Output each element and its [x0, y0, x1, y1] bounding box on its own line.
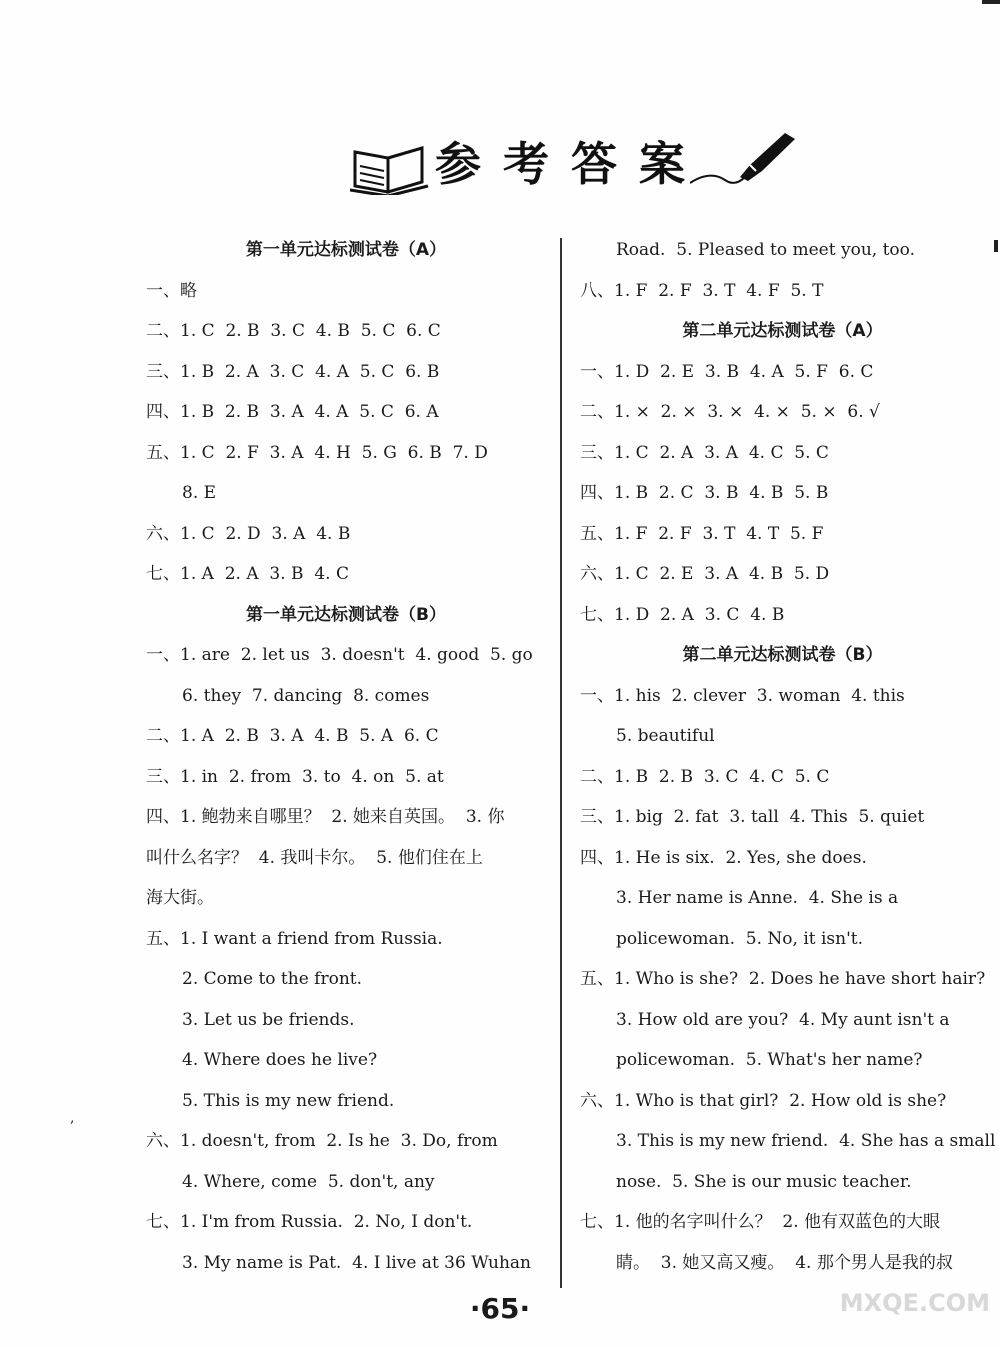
answer-line	[146, 392, 546, 433]
answer-continuation: 3. Let us be friends.	[182, 1009, 355, 1030]
stray-mark: ,	[70, 1110, 75, 1126]
answer-line	[146, 554, 546, 595]
question-number-label: 七、	[580, 604, 614, 625]
answer-line	[146, 311, 546, 352]
answer-line	[580, 676, 985, 717]
answer-text: 1. B 2. B 3. A 4. A 5. C 6. A	[180, 402, 439, 422]
question-number-label: 六、	[580, 564, 614, 584]
answer-line	[580, 757, 985, 798]
answer-text: 1. Who is she? 2. Does he have short hair?	[614, 969, 986, 989]
answer-text: 1. doesn't, from 2. Is he 3. Do, from	[180, 1131, 498, 1151]
answer-line	[580, 959, 985, 1000]
answer-text: 1. 他的名字叫什么？ 2. 他有双蓝色的大眼	[614, 1212, 941, 1232]
question-number-label: 八、	[580, 280, 614, 301]
answer-text: 1. F 2. F 3. T 4. F 5. T	[614, 280, 824, 301]
question-number-label: 二、	[580, 766, 614, 787]
answer-text: 1. F 2. F 3. T 4. T 5. F	[614, 523, 824, 544]
answer-line	[146, 433, 546, 474]
answer-continuation: policewoman. 5. No, it isn't.	[616, 928, 864, 949]
column-divider	[560, 238, 562, 1288]
answer-line	[580, 1202, 985, 1243]
question-number-label: 一、	[580, 361, 614, 382]
question-number-label: 三、	[146, 766, 180, 787]
left-answer-column	[146, 230, 546, 1283]
answer-continuation: 3. Her name is Anne. 4. She is a	[616, 888, 899, 908]
answer-continuation: nose. 5. She is our music teacher.	[616, 1171, 912, 1192]
answer-text: 1. are 2. let us 3. doesn't 4. good 5. go	[180, 645, 533, 665]
question-number-label: 五、	[146, 442, 180, 463]
answer-text: 1. I want a friend from Russia.	[180, 928, 443, 949]
answer-line	[580, 473, 985, 514]
answer-line	[580, 433, 985, 474]
answer-continuation: 4. Where does he live?	[182, 1050, 378, 1070]
question-number-label: 四、	[146, 807, 180, 827]
answer-continuation: 海大街。	[146, 888, 214, 908]
question-number-label: 四、	[580, 483, 614, 503]
answer-continuation: 5. beautiful	[616, 726, 715, 746]
answer-continuation: 睛。 3. 她又高又瘦。 4. 那个男人是我的叔	[616, 1252, 953, 1273]
question-number-label: 六、	[146, 1131, 180, 1151]
section-heading: 第一单元达标测试卷（B）	[246, 604, 446, 625]
answer-text: 1. in 2. from 3. to 4. on 5. at	[180, 766, 444, 787]
answer-continuation: policewoman. 5. What's her name?	[616, 1050, 923, 1070]
question-number-label: 五、	[580, 523, 614, 544]
question-number-label: 七、	[146, 564, 180, 584]
question-number-label: 三、	[580, 807, 614, 827]
question-number-label: 一、	[146, 280, 180, 301]
answer-line	[580, 797, 985, 838]
answer-text: 1. B 2. B 3. C 4. C 5. C	[614, 766, 830, 787]
question-number-label: 五、	[146, 928, 180, 949]
answer-line	[580, 352, 985, 393]
answer-text: 1. big 2. fat 3. tall 4. This 5. quiet	[614, 807, 925, 827]
answer-continuation: 6. they 7. dancing 8. comes	[182, 685, 430, 706]
answer-text: 1. Who is that girl? 2. How old is she?	[614, 1090, 947, 1111]
answer-line	[580, 1081, 985, 1122]
answer-continuation: 4. Where, come 5. don't, any	[182, 1171, 435, 1192]
answer-line	[146, 352, 546, 393]
answer-line	[146, 514, 546, 555]
page-number: ·65·	[469, 1292, 531, 1325]
question-number-label: 七、	[580, 1212, 614, 1232]
question-number-label: 二、	[146, 726, 180, 746]
question-number-label: 六、	[580, 1090, 614, 1111]
answer-text: 1. B 2. A 3. C 4. A 5. C 6. B	[180, 361, 440, 382]
answer-line	[146, 1121, 546, 1162]
answer-text: 1. C 2. A 3. A 4. C 5. C	[614, 442, 829, 463]
answer-line	[146, 757, 546, 798]
answer-continuation: 3. How old are you? 4. My aunt isn't a	[616, 1009, 950, 1030]
right-answer-column	[580, 230, 996, 1283]
answer-text: 1. D 2. A 3. C 4. B	[614, 604, 785, 625]
answer-text: 1. A 2. B 3. A 4. B 5. A 6. C	[180, 726, 439, 746]
answer-continuation: 5. This is my new friend.	[182, 1090, 395, 1111]
question-number-label: 一、	[580, 685, 614, 706]
watermark-text: MXQE.COM	[839, 1289, 990, 1317]
question-number-label: 四、	[580, 847, 614, 868]
answer-text: 1. his 2. clever 3. woman 4. this	[614, 685, 905, 706]
answer-text: 1. He is six. 2. Yes, she does.	[614, 847, 867, 868]
answer-line	[146, 797, 546, 838]
question-number-label: 三、	[146, 361, 180, 382]
answer-text: 1. A 2. A 3. B 4. C	[180, 564, 349, 584]
question-number-label: 四、	[146, 402, 180, 422]
page-header	[340, 120, 800, 200]
answer-line	[146, 635, 546, 676]
open-book-icon	[350, 140, 430, 195]
section-heading: 第二单元达标测试卷（A）	[682, 321, 883, 341]
question-number-label: 六、	[146, 523, 180, 544]
answer-continuation: Road. 5. Pleased to meet you, too.	[616, 240, 915, 260]
page-title: 参考答案	[435, 137, 707, 191]
question-number-label: 二、	[146, 321, 180, 341]
answer-line	[146, 271, 546, 312]
answer-line	[580, 838, 985, 879]
answer-line	[580, 392, 985, 433]
watermark	[820, 1290, 990, 1345]
question-number-label: 三、	[580, 442, 614, 463]
answer-text: 1. 鲍勃来自哪里？ 2. 她来自英国。 3. 你	[180, 807, 505, 827]
answer-line	[146, 716, 546, 757]
corner-mark	[982, 0, 1000, 4]
question-number-label: 五、	[580, 969, 614, 989]
answer-continuation: 8. E	[182, 483, 217, 503]
answer-line	[146, 919, 546, 960]
answer-line	[580, 271, 985, 312]
question-number-label: 一、	[146, 645, 180, 665]
answer-text: 1. I'm from Russia. 2. No, I don't.	[180, 1212, 473, 1232]
answer-text: 1. C 2. E 3. A 4. B 5. D	[614, 564, 830, 584]
section-heading: 第一单元达标测试卷（A）	[245, 240, 447, 260]
edge-mark	[994, 240, 998, 252]
answer-text: 1. D 2. E 3. B 4. A 5. F 6. C	[614, 361, 874, 382]
answer-text: 1. C 2. F 3. A 4. H 5. G 6. B 7. D	[180, 442, 488, 463]
answer-line	[580, 595, 985, 636]
answer-text: 1. C 2. B 3. C 4. B 5. C 6. C	[180, 321, 441, 341]
answer-text: 1. C 2. D 3. A 4. B	[180, 523, 351, 544]
answer-continuation: 叫什么名字？ 4. 我叫卡尔。 5. 他们住在上	[146, 847, 483, 868]
question-number-label: 二、	[580, 402, 614, 422]
section-heading: 第二单元达标测试卷（B）	[682, 645, 883, 665]
answer-continuation: 3. My name is Pat. 4. I live at 36 Wuhan	[182, 1252, 531, 1273]
answer-line	[146, 1202, 546, 1243]
answer-continuation: 2. Come to the front.	[182, 969, 363, 989]
pen-icon	[690, 125, 800, 190]
question-number-label: 七、	[146, 1212, 180, 1232]
answer-text: 1. B 2. C 3. B 4. B 5. B	[614, 483, 829, 503]
answer-text: 略	[180, 280, 197, 301]
answer-continuation: 3. This is my new friend. 4. She has a small	[616, 1131, 996, 1151]
answer-text: 1. × 2. × 3. × 4. × 5. × 6. √	[614, 402, 880, 422]
answer-line	[580, 554, 985, 595]
answer-line	[580, 514, 985, 555]
